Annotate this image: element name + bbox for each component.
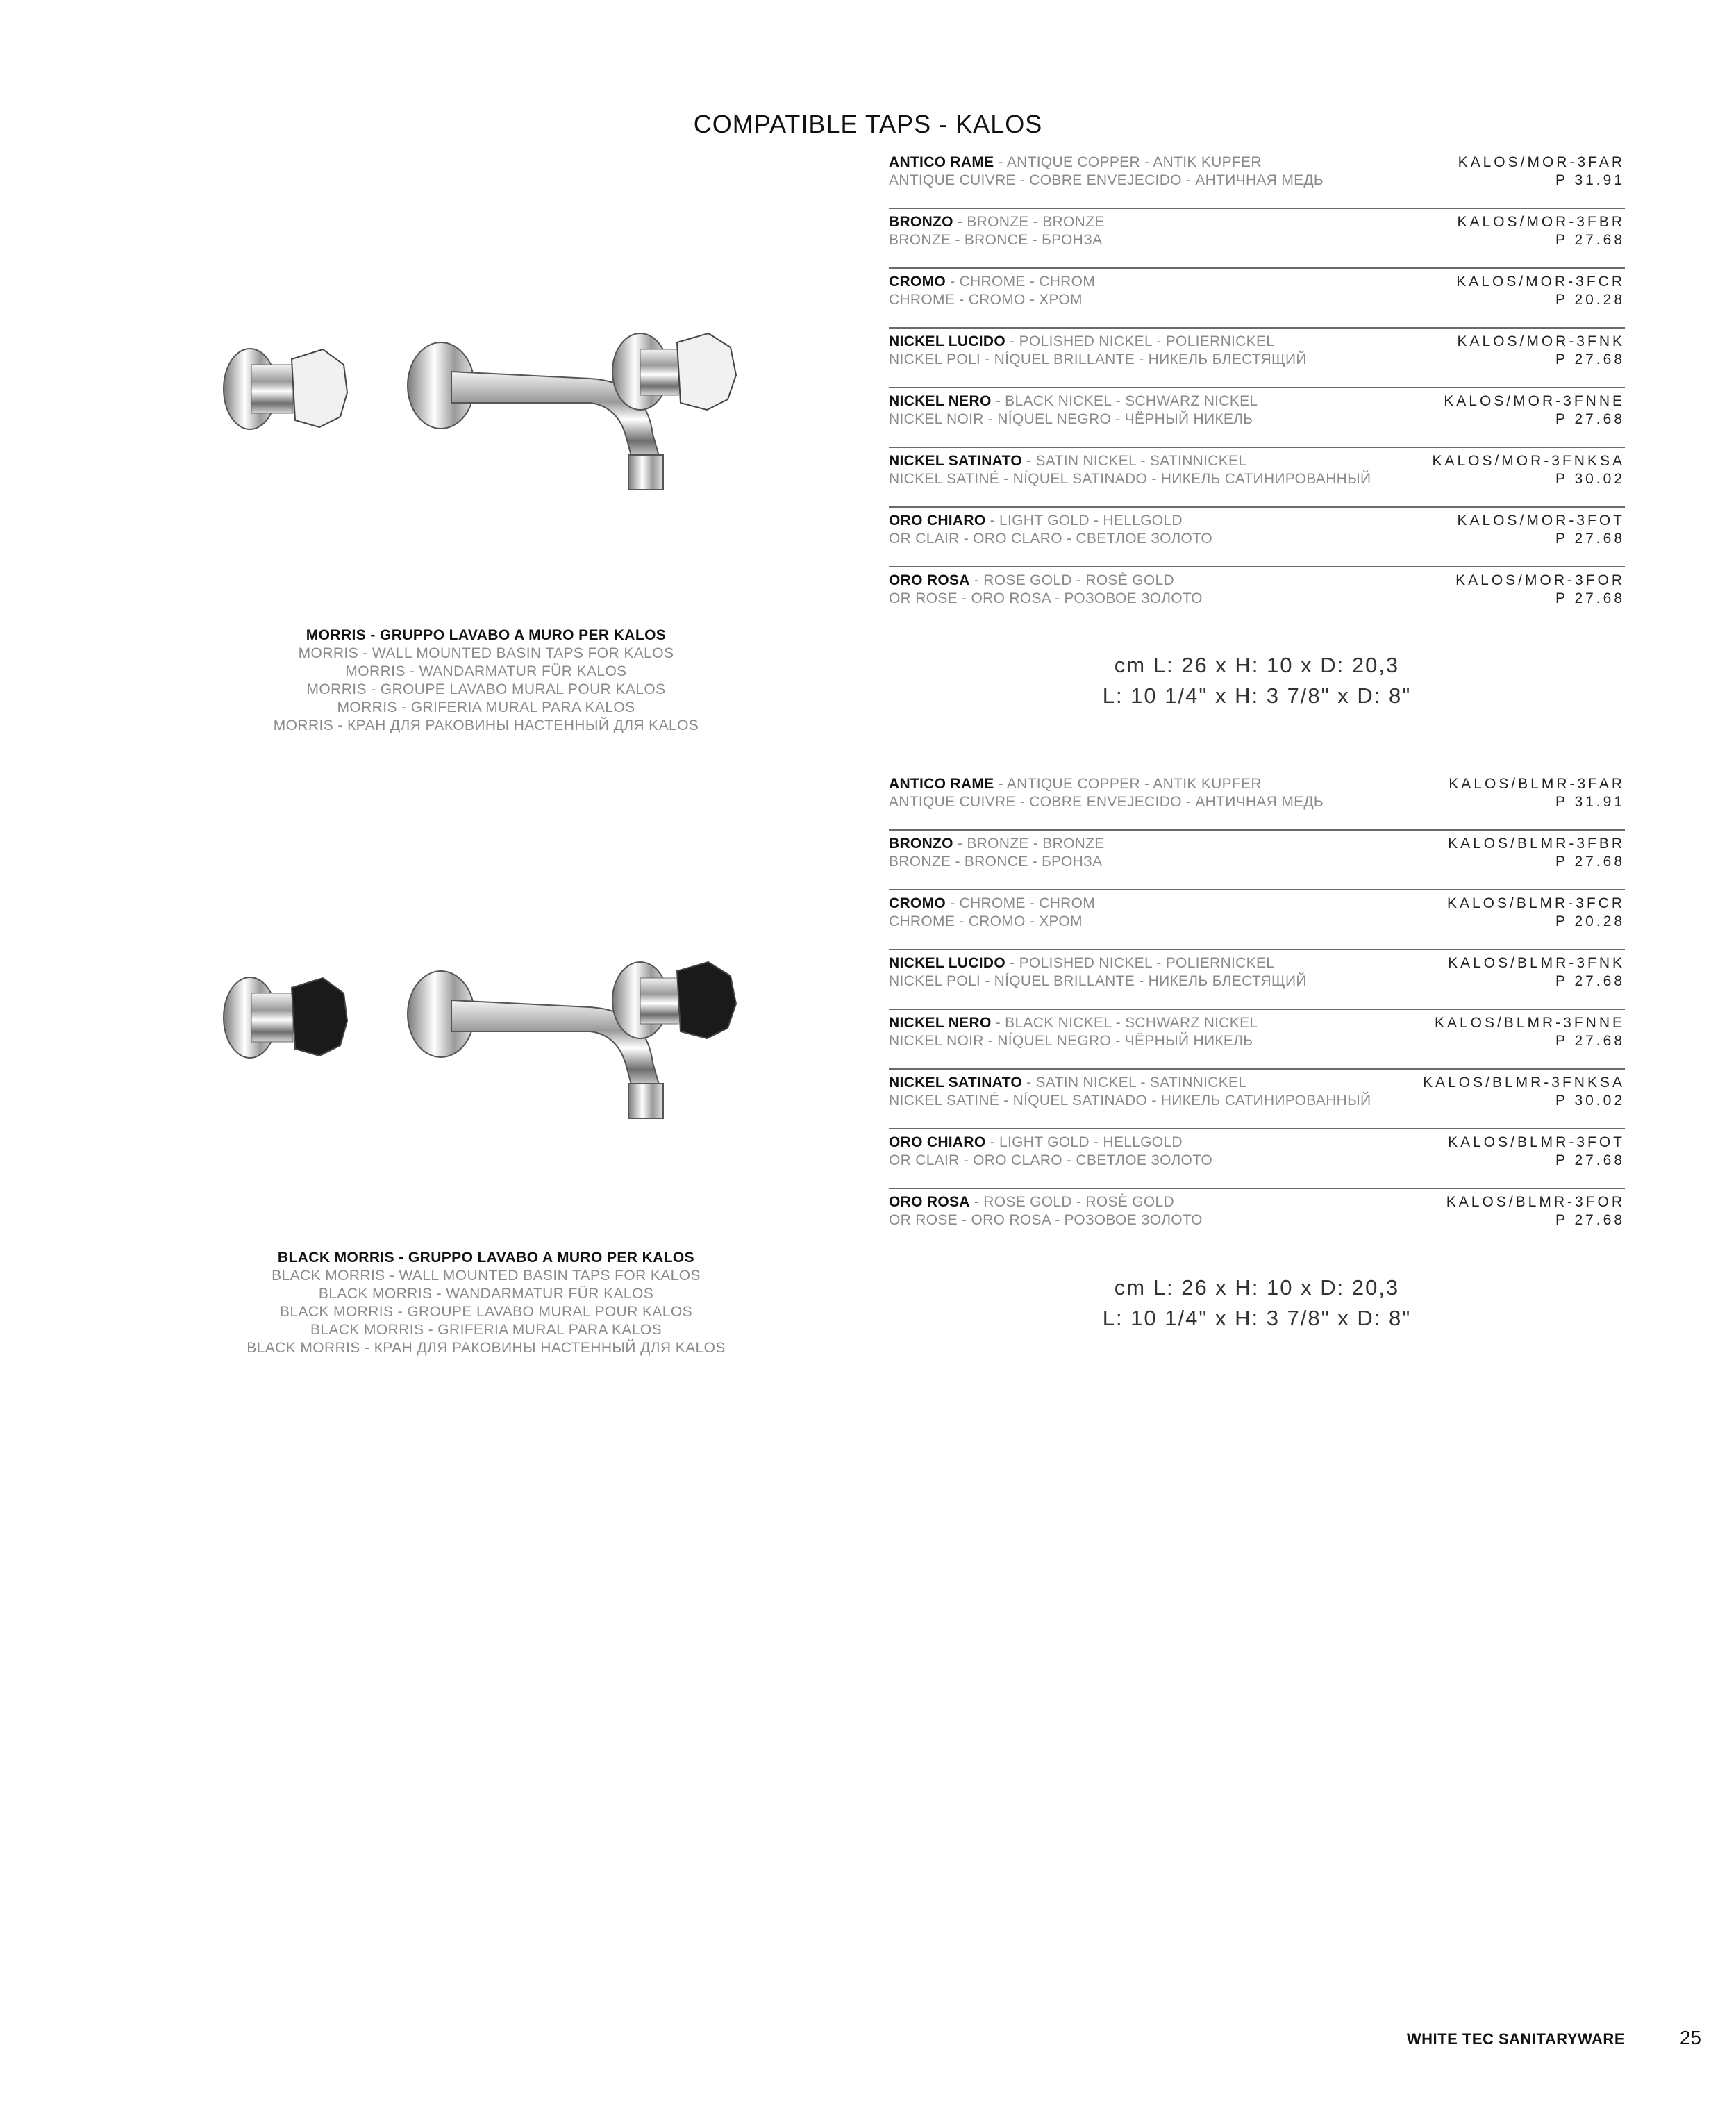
variant-row (889, 771, 1625, 831)
finish-translations-2: NICKEL SATINÉ - NÍQUEL SATINADO - НИКЕЛЬ САТИНИРОВАННЫЙ (889, 1093, 1371, 1109)
finish-translations: - POLISHED NICKEL - POLIERNICKEL (1005, 333, 1275, 349)
spout-aerator (628, 455, 663, 490)
caption-title: BLACK MORRIS - GRUPPO LAVABO A MURO PER KALOS (277, 1250, 695, 1266)
variant-row (889, 890, 1625, 950)
variant-finish (889, 512, 1212, 548)
finish-translations-2: ANTIQUE CUIVRE - COBRE ENVEJECIDO - АНТИЧНАЯ МЕДЬ (889, 172, 1324, 188)
product-code: KALOS/MOR-3FNK (1457, 333, 1625, 349)
variant-row (889, 448, 1625, 508)
variant-row (889, 269, 1625, 329)
finish-translations: - BRONZE - BRONZE (953, 214, 1105, 230)
price: P 27.68 (1555, 351, 1625, 367)
variant-code-price (1435, 1014, 1625, 1050)
price: P 27.68 (1555, 1152, 1625, 1168)
finish-name: ORO ROSA (889, 572, 970, 588)
dimensions (889, 650, 1625, 711)
finish-name: NICKEL LUCIDO (889, 955, 1006, 971)
product-code: KALOS/BLMR-3FAR (1449, 776, 1625, 792)
finish-name: NICKEL LUCIDO (889, 333, 1006, 349)
right-valve-body (640, 978, 678, 1024)
finish-name: ORO CHIARO (889, 513, 986, 529)
variant-code-price (1423, 1074, 1625, 1110)
variant-code-price (1432, 452, 1625, 488)
variant-finish (889, 954, 1307, 990)
finish-translations-2: OR ROSE - ORO ROSA - РОЗОВОЕ ЗОЛОТО (889, 1212, 1203, 1228)
variant-finish (889, 775, 1324, 811)
dimensions-inch: L: 10 1/4" x H: 3 7/8" x D: 8" (1102, 1306, 1412, 1330)
variant-code-price (1446, 1193, 1625, 1229)
product-caption (160, 1249, 812, 1357)
finish-name: ORO ROSA (889, 1194, 970, 1210)
finish-translations: - ANTIQUE COPPER - ANTIK KUPFER (994, 776, 1262, 792)
page-title: COMPATIBLE TAPS - KALOS (693, 110, 1043, 138)
variant-code-price (1455, 572, 1625, 608)
caption-line: BLACK MORRIS - КРАН ДЛЯ РАКОВИНЫ НАСТЕННЫЙ ДЛЯ KALOS (247, 1340, 726, 1356)
variant-finish (889, 213, 1105, 249)
product-code: KALOS/MOR-3FOT (1457, 513, 1625, 529)
left-valve-body (251, 993, 293, 1042)
variant-row (889, 1129, 1625, 1189)
price: P 27.68 (1555, 411, 1625, 427)
product-code: KALOS/MOR-3FOR (1455, 572, 1625, 588)
caption-line: BLACK MORRIS - GROUPE LAVABO MURAL POUR KALOS (279, 1304, 693, 1320)
variant-code-price (1457, 213, 1625, 249)
dimensions-cm: cm L: 26 x H: 10 x D: 20,3 (1114, 1275, 1400, 1300)
variant-finish (889, 452, 1371, 488)
finish-name: NICKEL SATINATO (889, 1075, 1022, 1091)
variant-code-price (1449, 775, 1625, 811)
finish-translations: - CHROME - CHROM (946, 274, 1096, 290)
finish-translations-2: BRONZE - BRONCE - БРОНЗА (889, 232, 1103, 248)
variant-list (889, 771, 1625, 1249)
variant-row (889, 329, 1625, 388)
product-code: KALOS/MOR-3FNKSA (1432, 453, 1625, 469)
variant-finish (889, 392, 1258, 429)
finish-name: NICKEL NERO (889, 393, 992, 409)
variant-finish (889, 154, 1324, 190)
caption-line: MORRIS - GRIFERIA MURAL PARA KALOS (337, 699, 635, 715)
variant-finish (889, 1134, 1212, 1170)
caption-line: MORRIS - GROUPE LAVABO MURAL POUR KALOS (306, 681, 666, 697)
price: P 27.68 (1555, 973, 1625, 989)
caption-line: BLACK MORRIS - GRIFERIA MURAL PARA KALOS (310, 1322, 662, 1338)
price: P 27.68 (1555, 531, 1625, 547)
right-handle-knob (677, 333, 736, 410)
caption-line: BLACK MORRIS - WALL MOUNTED BASIN TAPS FOR KALOS (272, 1268, 701, 1284)
finish-translations: - ROSE GOLD - ROSÈ GOLD (969, 1194, 1174, 1210)
variant-row (889, 1070, 1625, 1129)
spout-aerator (628, 1084, 663, 1118)
variant-row (889, 950, 1625, 1010)
caption-line: MORRIS - WALL MOUNTED BASIN TAPS FOR KALOS (298, 645, 674, 661)
dimensions-cm: cm L: 26 x H: 10 x D: 20,3 (1114, 653, 1400, 677)
variant-code-price (1448, 1134, 1625, 1170)
variant-row (889, 388, 1625, 448)
product-code: KALOS/BLMR-3FOT (1448, 1134, 1625, 1150)
price: P 27.68 (1555, 232, 1625, 248)
right-handle-knob (677, 962, 736, 1038)
product-code: KALOS/MOR-3FBR (1457, 214, 1625, 230)
footer-brand: WHITE TEC SANITARYWARE (1406, 2030, 1625, 2048)
finish-name: BRONZO (889, 214, 953, 230)
finish-translations: - LIGHT GOLD - HELLGOLD (985, 513, 1183, 529)
price: P 30.02 (1555, 471, 1625, 487)
variant-code-price (1457, 333, 1625, 369)
caption-line: MORRIS - WANDARMATUR FÜR KALOS (345, 663, 627, 679)
product-code: KALOS/MOR-3FNNE (1444, 393, 1625, 409)
finish-translations-2: NICKEL POLI - NÍQUEL BRILLANTE - НИКЕЛЬ БЛЕСТЯЩИЙ (889, 351, 1307, 367)
finish-translations: - BRONZE - BRONZE (953, 836, 1105, 852)
variant-finish (889, 1014, 1258, 1050)
finish-name: ORO CHIARO (889, 1134, 986, 1150)
finish-translations: - SATIN NICKEL - SATINNICKEL (1021, 1075, 1247, 1091)
page-number: 25 (1679, 2027, 1701, 2048)
finish-translations: - BLACK NICKEL - SCHWARZ NICKEL (991, 1015, 1258, 1031)
product-code: KALOS/BLMR-3FBR (1448, 836, 1625, 852)
variant-row (889, 831, 1625, 890)
finish-translations-2: OR CLAIR - ORO CLARO - СВЕТЛОЕ ЗОЛОТО (889, 531, 1213, 547)
variant-list (889, 149, 1625, 627)
finish-translations-2: CHROME - CROMO - ХРОМ (889, 913, 1083, 929)
caption-line: BLACK MORRIS - WANDARMATUR FÜR KALOS (318, 1286, 654, 1302)
variant-finish (889, 835, 1105, 871)
price: P 20.28 (1555, 913, 1625, 929)
finish-name: BRONZO (889, 836, 953, 852)
finish-translations: - POLISHED NICKEL - POLIERNICKEL (1005, 955, 1275, 971)
variant-finish (889, 333, 1307, 369)
product-code: KALOS/MOR-3FAR (1458, 154, 1625, 170)
variant-code-price (1444, 392, 1625, 429)
finish-translations: - BLACK NICKEL - SCHWARZ NICKEL (991, 393, 1258, 409)
finish-translations: - ANTIQUE COPPER - ANTIK KUPFER (994, 154, 1262, 170)
product-image-black-morris (201, 945, 785, 1153)
variant-finish (889, 1074, 1371, 1110)
product-code: KALOS/BLMR-3FNNE (1434, 1015, 1625, 1031)
finish-translations: - ROSE GOLD - ROSÈ GOLD (969, 572, 1174, 588)
variant-row (889, 149, 1625, 209)
product-image-morris (201, 316, 785, 524)
left-handle-knob (292, 349, 347, 427)
caption-title: MORRIS - GRUPPO LAVABO A MURO PER KALOS (306, 627, 667, 643)
price: P 27.68 (1555, 590, 1625, 606)
product-code: KALOS/BLMR-3FOR (1446, 1194, 1625, 1210)
finish-translations: - CHROME - CHROM (946, 895, 1096, 911)
left-handle-knob (292, 978, 347, 1056)
finish-translations: - LIGHT GOLD - HELLGOLD (985, 1134, 1183, 1150)
product-code: KALOS/BLMR-3FNKSA (1423, 1075, 1625, 1091)
finish-name: CROMO (889, 895, 946, 911)
price: P 31.91 (1555, 172, 1625, 188)
finish-translations-2: NICKEL NOIR - NÍQUEL NEGRO - ЧЁРНЫЙ НИКЕЛЬ (889, 1033, 1253, 1049)
finish-translations-2: NICKEL SATINÉ - NÍQUEL SATINADO - НИКЕЛЬ САТИНИРОВАННЫЙ (889, 471, 1371, 487)
finish-name: ANTICO RAME (889, 154, 994, 170)
variant-finish (889, 572, 1203, 608)
finish-translations-2: NICKEL NOIR - NÍQUEL NEGRO - ЧЁРНЫЙ НИКЕЛЬ (889, 411, 1253, 427)
price: P 20.28 (1555, 292, 1625, 308)
finish-translations: - SATIN NICKEL - SATINNICKEL (1021, 453, 1247, 469)
finish-name: ANTICO RAME (889, 776, 994, 792)
left-valve-body (251, 365, 293, 413)
variant-code-price (1448, 835, 1625, 871)
price: P 27.68 (1555, 1033, 1625, 1049)
finish-translations-2: CHROME - CROMO - ХРОМ (889, 292, 1083, 308)
finish-name: NICKEL SATINATO (889, 453, 1022, 469)
finish-translations-2: OR ROSE - ORO ROSA - РОЗОВОЕ ЗОЛОТО (889, 590, 1203, 606)
finish-translations-2: ANTIQUE CUIVRE - COBRE ENVEJECIDO - АНТИЧНАЯ МЕДЬ (889, 794, 1324, 810)
variant-code-price (1448, 954, 1625, 990)
price: P 31.91 (1555, 794, 1625, 810)
finish-translations-2: OR CLAIR - ORO CLARO - СВЕТЛОЕ ЗОЛОТО (889, 1152, 1213, 1168)
variant-row (889, 1010, 1625, 1070)
price: P 27.68 (1555, 854, 1625, 870)
price: P 30.02 (1555, 1093, 1625, 1109)
finish-translations-2: NICKEL POLI - NÍQUEL BRILLANTE - НИКЕЛЬ БЛЕСТЯЩИЙ (889, 973, 1307, 989)
dimensions-inch: L: 10 1/4" x H: 3 7/8" x D: 8" (1102, 683, 1412, 708)
product-caption (160, 627, 812, 735)
variant-finish (889, 273, 1095, 309)
variant-row (889, 1189, 1625, 1249)
caption-line: MORRIS - КРАН ДЛЯ РАКОВИНЫ НАСТЕННЫЙ ДЛЯ KALOS (273, 718, 699, 733)
product-code: KALOS/MOR-3FCR (1456, 274, 1625, 290)
price: P 27.68 (1555, 1212, 1625, 1228)
variant-row (889, 508, 1625, 567)
finish-name: CROMO (889, 274, 946, 290)
variant-code-price (1447, 895, 1625, 931)
variant-code-price (1457, 512, 1625, 548)
finish-translations-2: BRONZE - BRONCE - БРОНЗА (889, 854, 1103, 870)
variant-finish (889, 895, 1095, 931)
product-code: KALOS/BLMR-3FNK (1448, 955, 1625, 971)
variant-row (889, 209, 1625, 269)
dimensions (889, 1273, 1625, 1334)
variant-finish (889, 1193, 1203, 1229)
variant-code-price (1456, 273, 1625, 309)
variant-code-price (1458, 154, 1625, 190)
variant-row (889, 567, 1625, 627)
finish-name: NICKEL NERO (889, 1015, 992, 1031)
product-code: KALOS/BLMR-3FCR (1446, 895, 1625, 911)
right-valve-body (640, 349, 678, 395)
